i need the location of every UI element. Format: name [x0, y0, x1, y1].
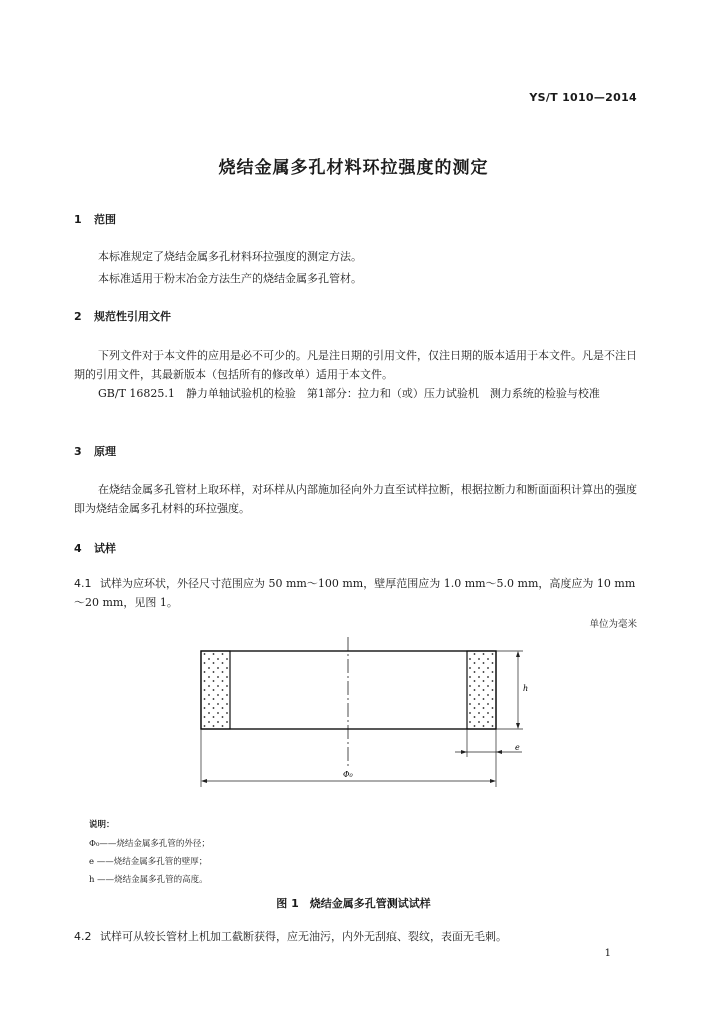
phi-label: Φ₀ — [343, 770, 353, 779]
arrow — [461, 750, 467, 754]
clause-number: 4.1 — [74, 577, 92, 590]
section-title: 范围 — [94, 213, 116, 226]
page-number: 1 — [604, 948, 611, 959]
section-number: 4 — [74, 542, 82, 555]
paragraph: 本标准规定了烧结金属多孔材料环拉强度的测定方法。 — [98, 250, 362, 263]
wall-section-left — [201, 651, 230, 729]
unit-note: 单位为毫米 — [589, 619, 637, 630]
legend-item: Φ₀——烧结金属多孔管的外径； — [89, 839, 210, 849]
figure-caption: 图 1 烧结金属多孔管测试试样 — [276, 897, 431, 910]
section-number: 3 — [74, 445, 82, 458]
document-title: 烧结金属多孔材料环拉强度的测定 — [218, 158, 489, 178]
arrow — [496, 750, 502, 754]
arrow — [516, 651, 520, 657]
legend-item: h ——烧结金属多孔管的高度。 — [89, 875, 208, 885]
wall-section-right — [467, 651, 496, 729]
section-title: 原理 — [94, 445, 116, 458]
arrow — [516, 723, 520, 729]
normative-reference: GB/T 16825.1 静力单轴试验机的检验 第1部分：拉力和（或）压力试验机 测力系统的检验与校准 — [98, 387, 600, 400]
paragraph: 本标准适用于粉末冶金方法生产的烧结金属多孔管材。 — [98, 272, 362, 285]
section-title: 试样 — [94, 542, 116, 555]
legend-item: e ——烧结金属多孔管的壁厚； — [89, 857, 208, 867]
ring-outline — [201, 651, 496, 729]
legend-title: 说明： — [89, 820, 115, 830]
arrow — [490, 779, 496, 783]
h-label: h — [523, 684, 529, 693]
paragraph: 在烧结金属多孔管材上取环样，对环样从内部施加径向外力直至试样拉断，根据拉断力和断面面积计算出的强度即为烧结金属多孔材料的环拉强度。 — [74, 483, 637, 515]
clause-number: 4.2 — [74, 930, 92, 943]
section-number: 1 — [74, 213, 82, 226]
clause-text: 试样可从较长管材上机加工截断获得，应无油污，内外无刮痕、裂纹，表面无毛刺。 — [100, 930, 507, 943]
e-label: e — [515, 743, 520, 752]
arrow — [201, 779, 207, 783]
section-title: 规范性引用文件 — [94, 310, 171, 323]
standard-number: YS/T 1010—2014 — [529, 91, 637, 104]
paragraph: 下列文件对于本文件的应用是必不可少的。凡是注日期的引用文件，仅注日期的版本适用于本文件。凡是不注日期的引用文件，其最新版本（包括所有的修改单）适用于本文件。 — [74, 349, 637, 381]
clause-4-2 — [74, 927, 638, 946]
section-number: 2 — [74, 310, 82, 323]
clause-text: 试样为应环状，外径尺寸范围应为 50 mm～100 mm，壁厚范围应为 1.0 mm～5.0 mm，高度应为 10 mm～20 mm，见图 1。 — [74, 577, 636, 609]
